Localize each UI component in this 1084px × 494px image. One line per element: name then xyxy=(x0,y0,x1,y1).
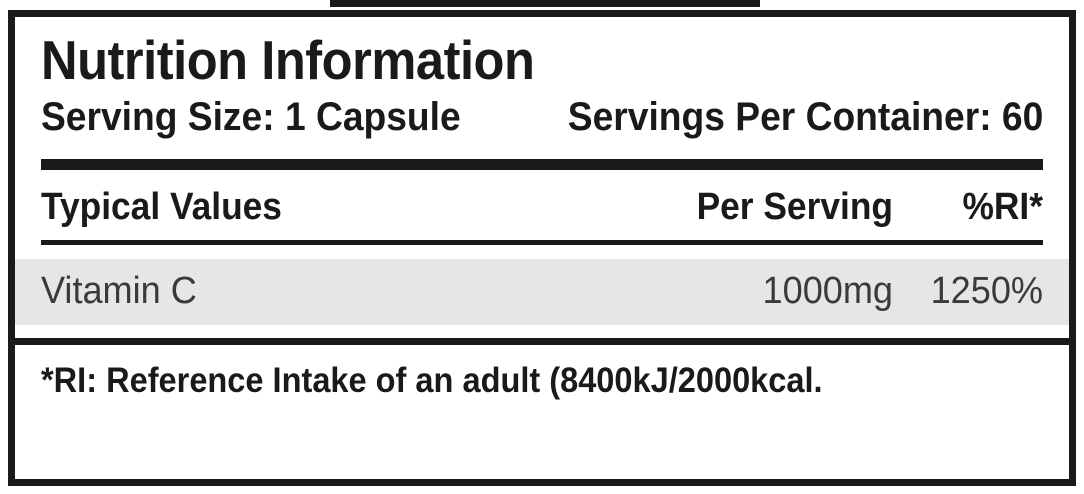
divider-thin xyxy=(41,240,1043,245)
column-header-typical-values: Typical Values xyxy=(41,186,282,228)
divider-footer xyxy=(15,338,1069,345)
table-header-row xyxy=(41,184,1043,230)
nutrition-label-border xyxy=(8,10,1076,486)
nutrition-label-content xyxy=(15,17,1069,479)
table-row xyxy=(15,259,1069,325)
nutrient-name: Vitamin C xyxy=(41,270,197,312)
top-edge-mark xyxy=(330,0,760,7)
nutrient-amount: 1000mg xyxy=(762,270,893,312)
nutrient-ri: 1250% xyxy=(930,270,1043,312)
serving-info-row xyxy=(41,93,1043,141)
column-header-per-serving: Per Serving xyxy=(696,186,893,228)
column-header-ri: %RI* xyxy=(962,186,1043,228)
servings-per-container-text: Servings Per Container: 60 xyxy=(567,95,1043,139)
serving-size-text: Serving Size: 1 Capsule xyxy=(41,95,461,139)
divider-thick xyxy=(41,159,1043,170)
nutrition-title: Nutrition Information xyxy=(41,29,535,91)
reference-intake-footnote: *RI: Reference Intake of an adult (8400kJ/2000kcal. xyxy=(41,361,823,400)
